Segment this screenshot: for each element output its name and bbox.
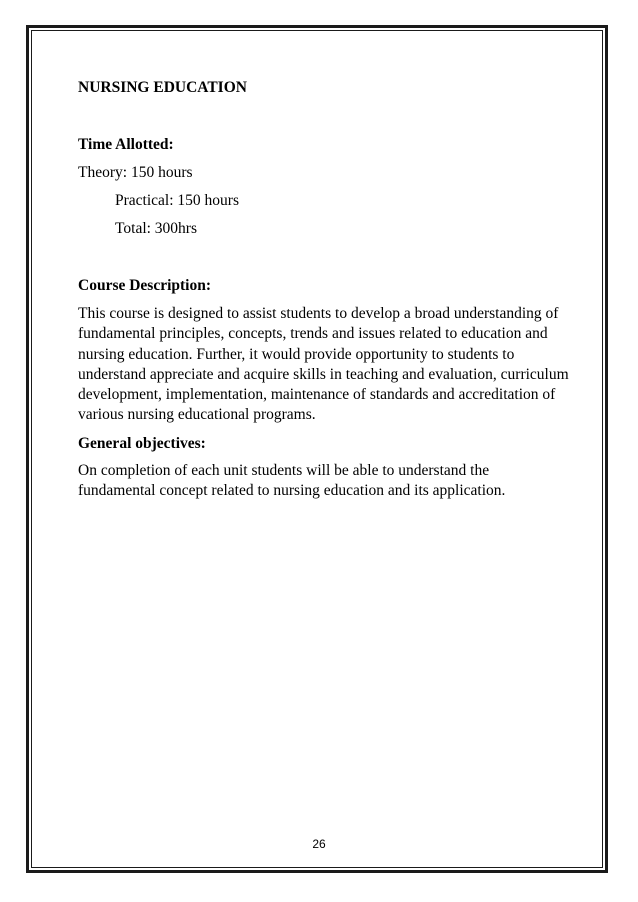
- general-objectives-heading: General objectives:: [78, 435, 206, 452]
- page-number: 26: [312, 837, 326, 851]
- theory-hours: Theory: 150 hours: [78, 164, 193, 181]
- course-description-text: This course is designed to assist students to develop a broad understanding of fundamental principles, concepts, trends and issues related to education and nursing education. Further, it would provide opportunity to students to understand appreciate and acquire skills in teaching and evaluation, curriculum development, implementation, maintenance of standards and accreditation of various nursing educational programs.: [78, 305, 569, 424]
- time-allotted-heading: Time Allotted:: [78, 136, 174, 153]
- document-title: NURSING EDUCATION: [78, 79, 247, 96]
- course-description-heading: Course Description:: [78, 277, 212, 294]
- total-hours: Total: 300hrs: [115, 220, 198, 237]
- practical-hours: Practical: 150 hours: [115, 192, 239, 209]
- general-objectives-text: On completion of each unit students will be able to understand the fundamental concept related to nursing education and its application.: [78, 462, 506, 500]
